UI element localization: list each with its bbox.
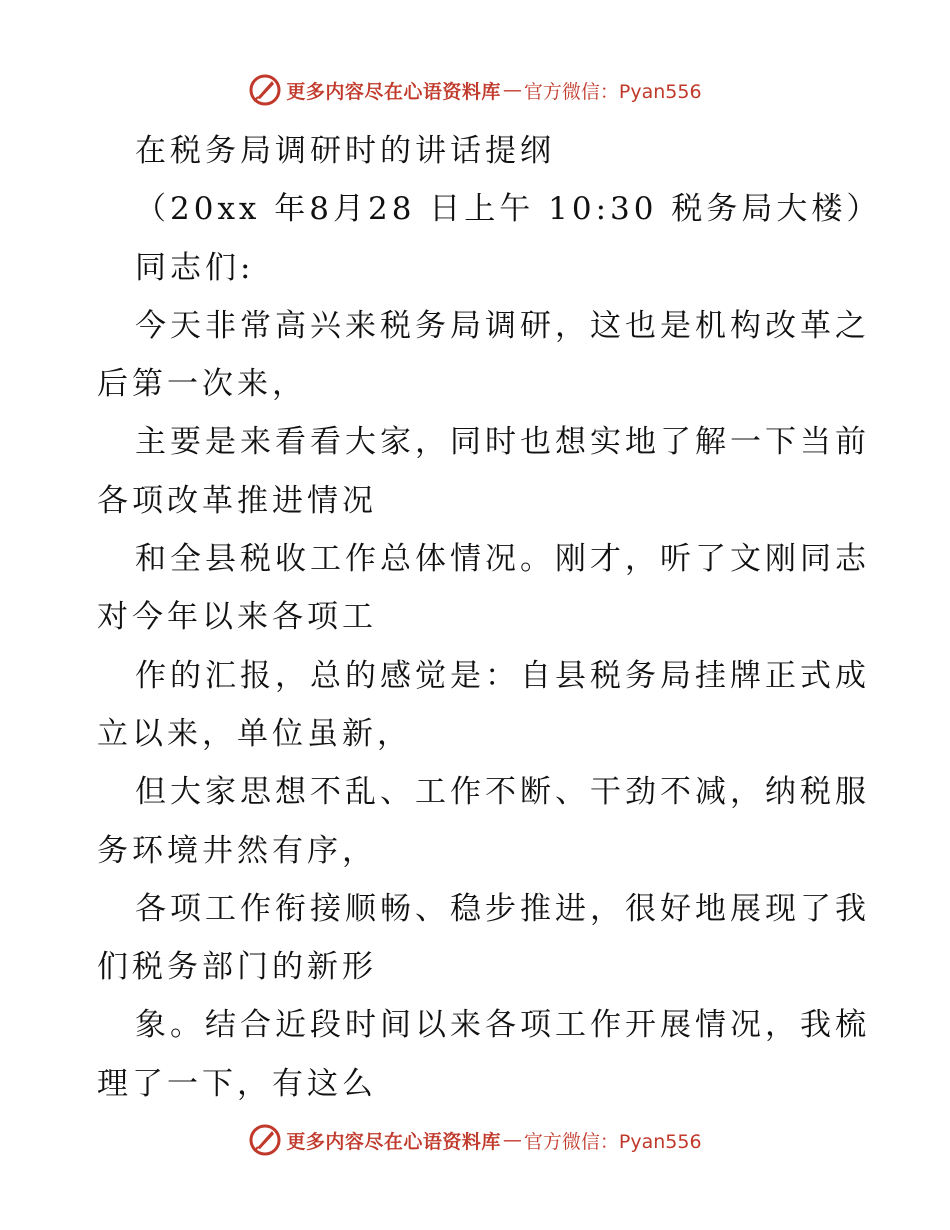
document-body [97, 122, 882, 1113]
banner-separator: — [502, 1129, 522, 1151]
banner-brand: 更多内容尽在心语资料库 [286, 80, 501, 103]
body-line: 后第一次来， [97, 366, 307, 403]
body-line: 主要是来看看大家，同时也想实地了解一下当前 [135, 424, 870, 461]
body-line: 对今年以来各项工 [97, 599, 377, 636]
banner-wechat: 官方微信：Pyan556 [523, 80, 702, 103]
quill-logo-icon [248, 1123, 282, 1157]
body-line: 理了一下，有这么 [97, 1065, 377, 1102]
body-line: 们税务部门的新形 [97, 949, 377, 986]
salutation: 同志们: [135, 249, 255, 286]
body-line: 和全县税收工作总体情况。刚才，听了文刚同志 [135, 541, 870, 578]
body-line: 各项工作衔接顺畅、稳步推进，很好地展现了我 [135, 890, 870, 927]
body-line: 今天非常高兴来税务局调研，这也是机构改革之 [135, 307, 870, 344]
body-line: 象。结合近段时间以来各项工作开展情况，我梳 [135, 1007, 870, 1044]
banner-wechat: 官方微信：Pyan556 [523, 1130, 702, 1153]
body-line: 务环境井然有序， [97, 832, 377, 869]
banner-brand: 更多内容尽在心语资料库 [286, 1130, 501, 1153]
body-line: 各项改革推进情况 [97, 482, 377, 519]
footer-banner [0, 1120, 950, 1160]
body-line: 但大家思想不乱、工作不断、干劲不减，纳税服 [135, 774, 870, 811]
body-line: 立以来，单位虽新， [97, 715, 412, 752]
banner-separator: — [502, 79, 522, 101]
header-banner [0, 70, 950, 110]
document-title: 在税务局调研时的讲话提纲 [135, 133, 555, 169]
body-line: 作的汇报，总的感觉是：自县税务局挂牌正式成 [135, 657, 870, 694]
document-subtitle: （20xx 年8月28 日上午 10:30 税务局大楼） [135, 191, 882, 228]
quill-logo-icon [248, 73, 282, 107]
